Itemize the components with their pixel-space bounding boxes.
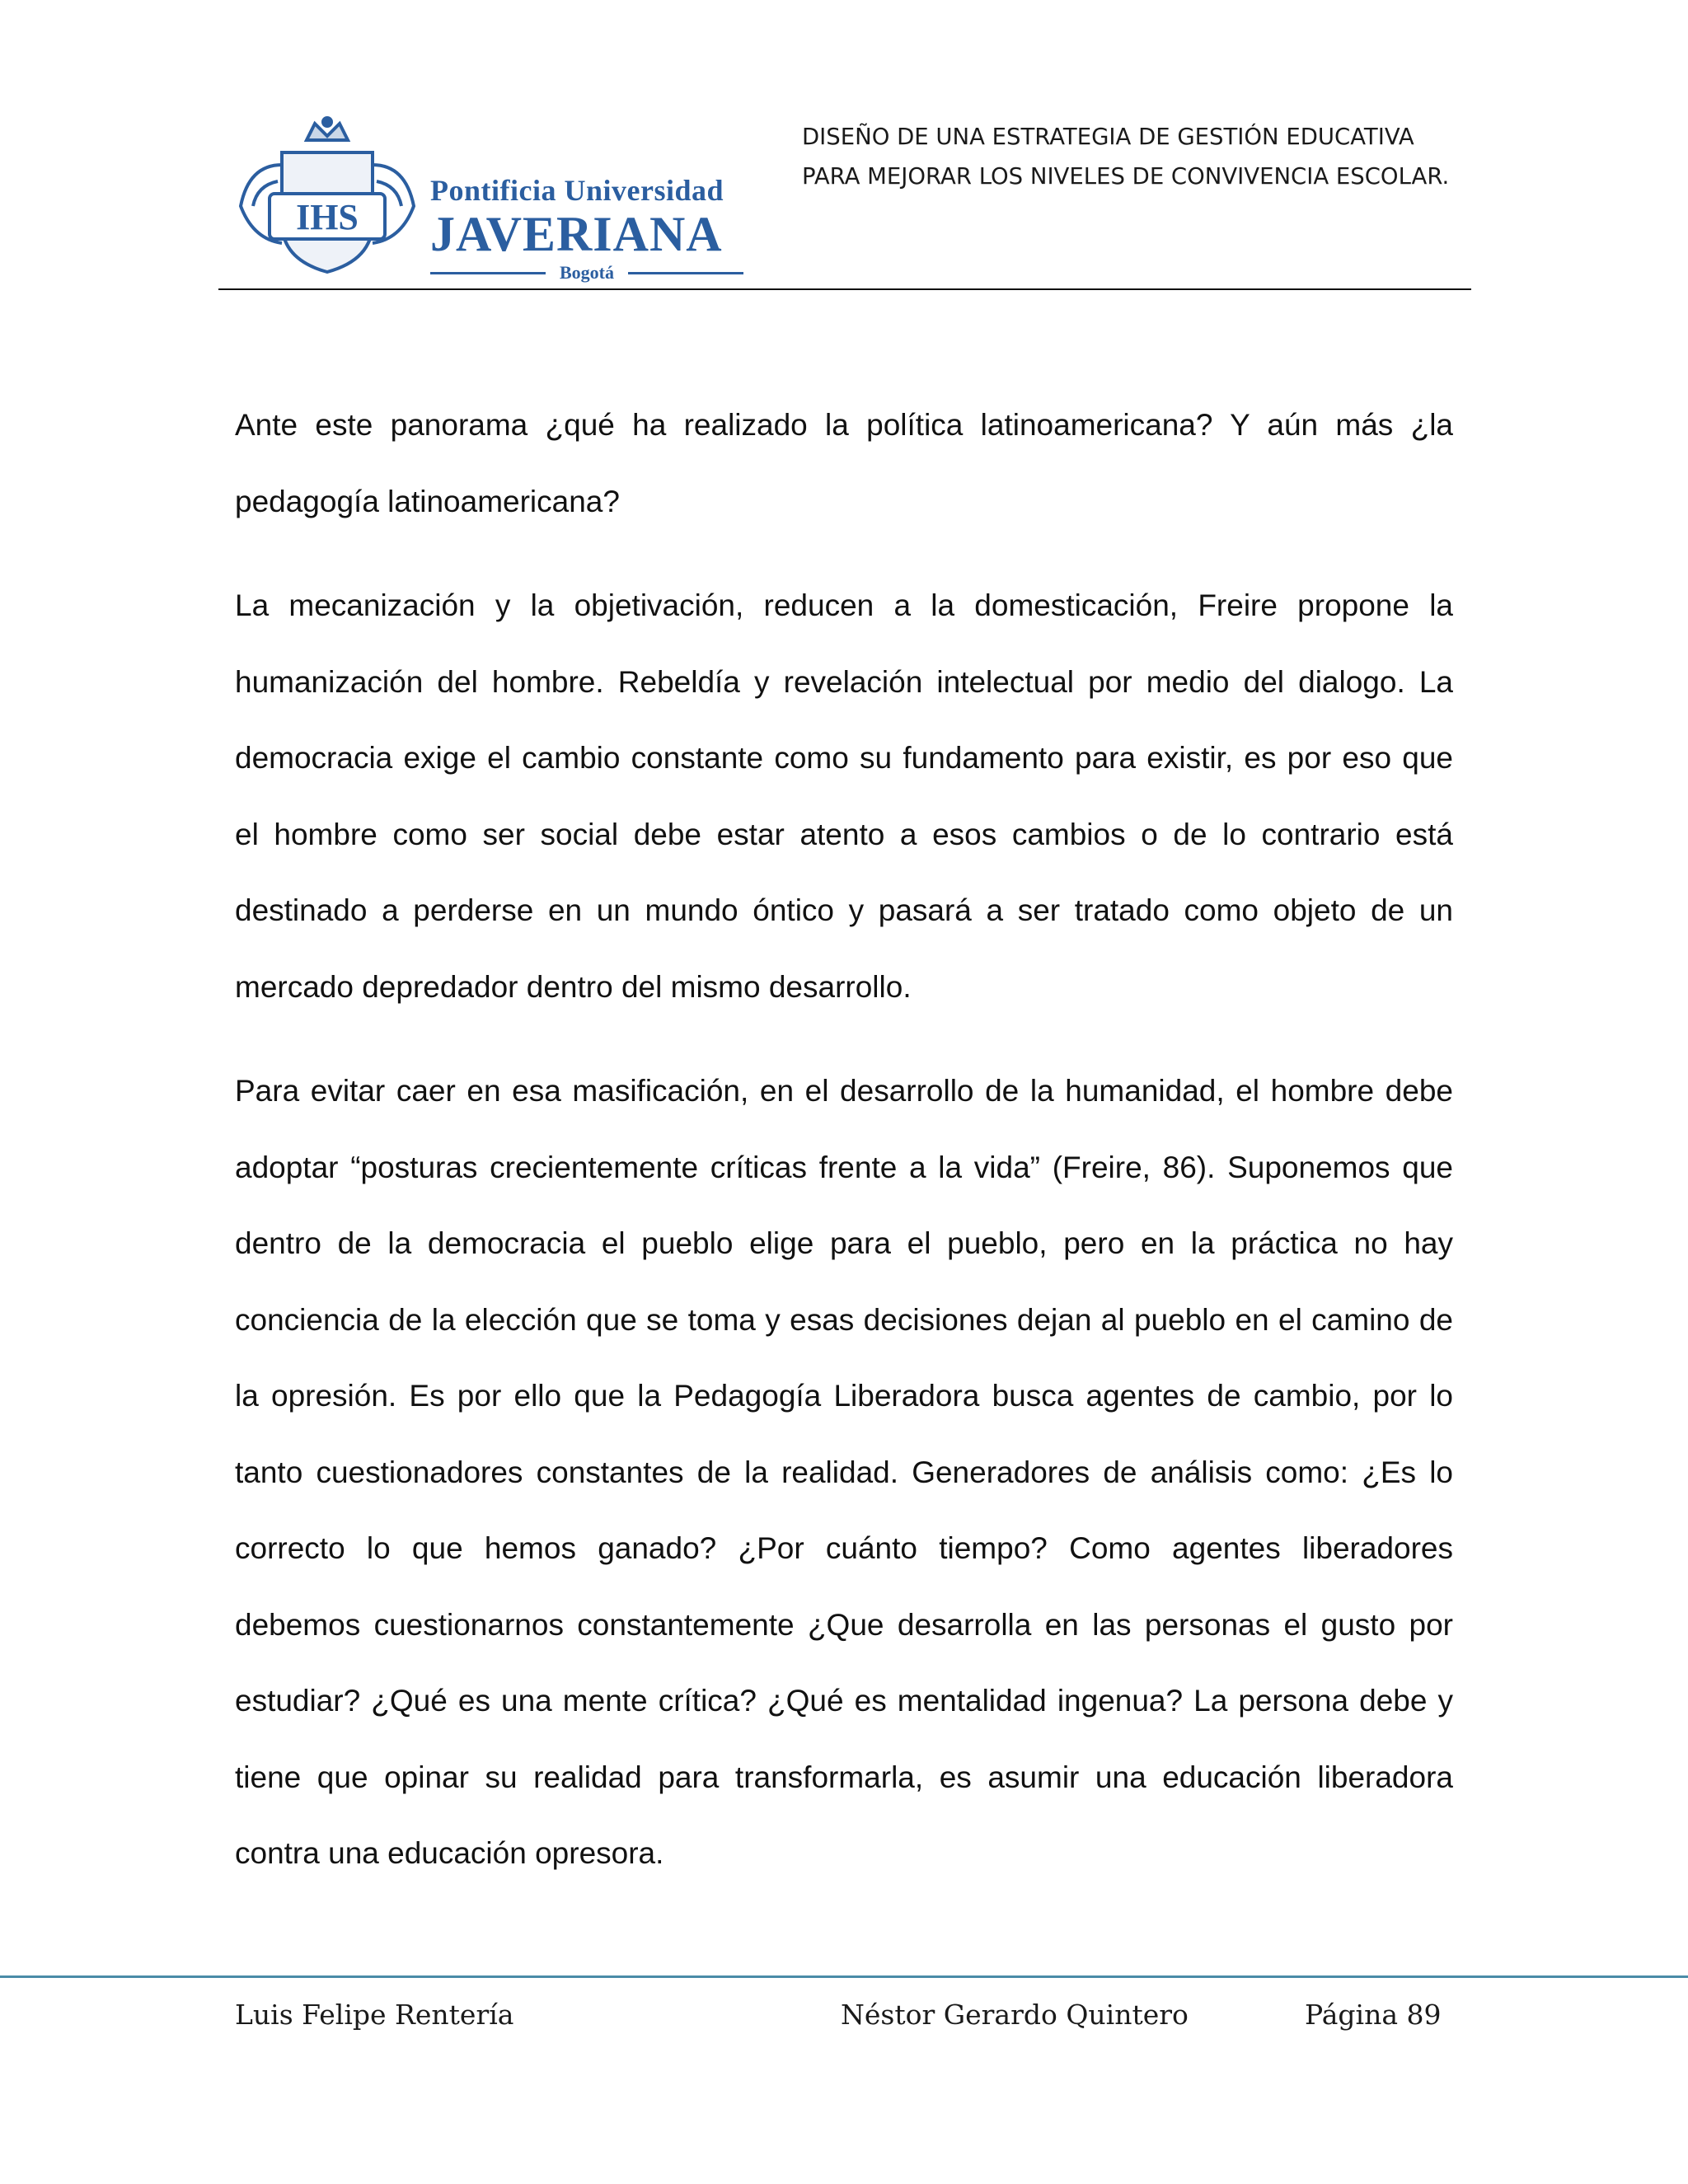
- running-title-line-2: PARA MEJORAR LOS NIVELES DE CONVIVENCIA ESCOLAR.: [802, 163, 1450, 190]
- body-text: [235, 387, 1453, 1920]
- university-logo: [232, 115, 752, 283]
- logo-line-bogota: Bogotá: [430, 262, 743, 284]
- footer-page-number: Página 89: [1305, 1999, 1442, 2031]
- paragraph-3: Para evitar caer en esa masificación, en el desarrollo de la humanidad, el hombre debe adoptar “posturas crecientemente críticas frente a la vida” (Freire, 86). Suponemos que dentro de la democracia el pueblo elige para el pueblo, pero en la práctica no hay conciencia de la elección que se toma y esas decisiones dejan al pueblo en el camino de la opresión. Es por ello que la Pedagogía Liberadora busca agentes de cambio, por lo tanto cuestionadores constantes de la realidad. Generadores de análisis como: ¿Es lo correcto lo que hemos ganado? ¿Por cuánto tiempo? Como agentes liberadores debemos cuestionarnos constantemente ¿Que desarrolla en las personas el gusto por estudiar? ¿Qué es una mente crítica? ¿Qué es mentalidad ingenua? La persona debe y tiene que opinar su realidad para transformarla, es asumir una educación liberadora contra una educación opresora.: [235, 1074, 1453, 1870]
- paragraph-2: La mecanización y la objetivación, reducen a la domesticación, Freire propone la humanización del hombre. Rebeldía y revelación intelectual por medio del dialogo. La democracia exige el cambio constante como su fundamento para existir, es por eso que el hombre como ser social debe estar atento a esos cambios o de lo contrario está destinado a perderse en un mundo óntico y pasará a ser tratado como objeto de un mercado depredador dentro del mismo desarrollo.: [235, 588, 1453, 1004]
- footer-author-1: Luis Felipe Rentería: [235, 1999, 514, 2031]
- paragraph-1: Ante este panorama ¿qué ha realizado la política latinoamericana? Y aún más ¿la pedagogía latinoamericana?: [235, 408, 1453, 518]
- header-divider: [218, 288, 1471, 290]
- page-header: [218, 99, 1471, 288]
- logo-wordmark: [430, 173, 760, 284]
- footer-author-2: Néstor Gerardo Quintero: [841, 1999, 1189, 2031]
- running-title-line-1: DISEÑO DE UNA ESTRATEGIA DE GESTIÓN EDUCATIVA: [802, 124, 1414, 150]
- crest-icon: [232, 115, 422, 280]
- logo-line-javeriana: JAVERIANA: [430, 207, 723, 261]
- crest-monogram: IHS: [296, 197, 359, 237]
- logo-line-pontificia: Pontificia Universidad: [430, 174, 724, 207]
- footer-divider: [0, 1975, 1688, 1978]
- document-running-title: [802, 117, 1449, 196]
